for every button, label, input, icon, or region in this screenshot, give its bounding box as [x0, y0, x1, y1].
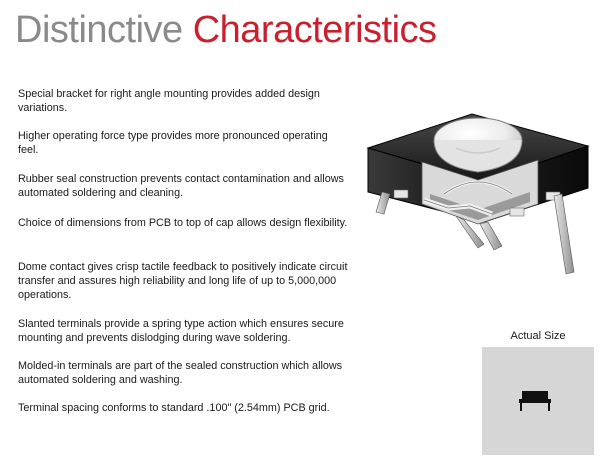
terminal-pin: [376, 192, 390, 214]
title-word-distinctive: Distinctive: [15, 9, 193, 51]
actual-size-label: Actual Size: [510, 330, 566, 342]
feature-item: Higher operating force type provides more pronounced operating feel.: [18, 130, 328, 156]
feature-item: Terminal spacing conforms to standard .100" (2.54mm) PCB grid.: [18, 402, 330, 414]
feature-item: Special bracket for right angle mounting provides added design variations.: [18, 88, 320, 114]
page-title: [15, 8, 437, 52]
feature-item: Choice of dimensions from PCB to top of cap allows design flexibility.: [18, 217, 348, 229]
terminal-pin: [480, 222, 502, 250]
feature-item: Slanted terminals provide a spring type action which ensures secure mounting and prevents dislodging during wave soldering.: [18, 318, 344, 344]
title-word-characteristics: Characteristics: [192, 9, 437, 51]
actual-size-box: [482, 347, 594, 455]
terminal-pin: [554, 194, 574, 274]
feature-item: Rubber seal construction prevents contact contamination and allows automated soldering and cleaning.: [18, 173, 344, 199]
actual-size-switch-icon: [482, 347, 594, 455]
switch-cutaway-illustration: [360, 96, 596, 276]
feature-item: Dome contact gives crisp tactile feedback to positively indicate circuit transfer and assures high reliability and long life of up to 5,000,000 operations.: [18, 261, 348, 301]
feature-item: Molded-in terminals are part of the sealed construction which allows automated soldering and washing.: [18, 360, 343, 386]
